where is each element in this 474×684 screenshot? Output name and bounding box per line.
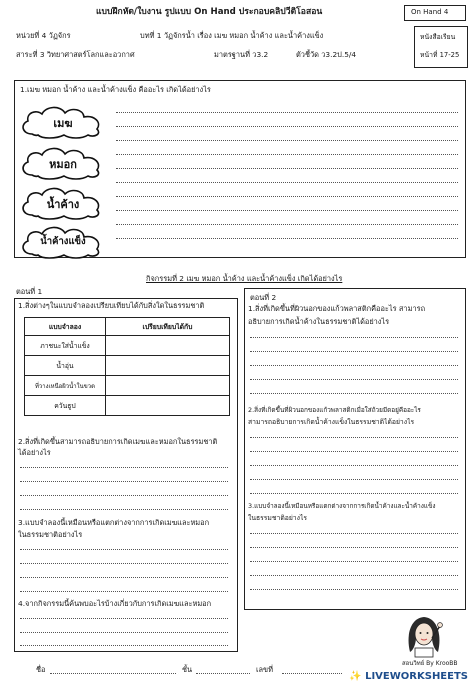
- liveworksheets-logo: [349, 671, 468, 682]
- answer-line[interactable]: [116, 112, 458, 113]
- unit-label: หน่วยที่ 4 วัฏจักร: [16, 31, 71, 40]
- answer-line[interactable]: [116, 196, 458, 197]
- table-cell-model: ที่วางเหนือผิวน้ำในขวด: [25, 376, 106, 396]
- table-row: [25, 396, 230, 416]
- table-header-compare: เปรียบเทียบได้กับ: [106, 318, 230, 336]
- part2-q2-line2: สามารถอธิบายการเกิดน้ำค้างแข็งในธรรมชาติได้อย่างไร: [248, 418, 415, 426]
- cloud-namkhang-khaeng: [18, 224, 108, 260]
- table-row: [25, 376, 230, 396]
- activity-title: กิจกรรมที่ 2 เมฆ หมอก น้ำค้าง และน้ำค้างแข็ง เกิดได้อย่างไร: [146, 274, 343, 283]
- name-label: ชื่อ: [36, 665, 46, 674]
- cloud-label: น้ำค้าง: [46, 198, 80, 211]
- cloud-namkhang: [18, 185, 108, 221]
- answer-line[interactable]: [250, 365, 458, 366]
- answer-line[interactable]: [20, 495, 228, 496]
- on-hand-badge: [404, 5, 466, 21]
- answer-line[interactable]: [250, 393, 458, 394]
- answer-line[interactable]: [250, 561, 458, 562]
- number-label: เลขที่: [256, 665, 273, 674]
- part2-q1-line2: อธิบายการเกิดน้ำค้างในธรรมชาติได้อย่างไร: [248, 317, 390, 326]
- answer-line[interactable]: [116, 182, 458, 183]
- answer-line[interactable]: [116, 168, 458, 169]
- cloud-label: เมฆ: [53, 117, 73, 130]
- textbook-pages: หน้าที่ 17-25: [420, 51, 460, 59]
- part1-label: ตอนที่ 1: [16, 287, 43, 296]
- part1-q3-line2: ในธรรมชาติอย่างไร: [18, 530, 83, 539]
- answer-line[interactable]: [116, 140, 458, 141]
- answer-line[interactable]: [250, 533, 458, 534]
- part1-q1: 1.สิ่งต่างๆในแบบจำลองเปรียบเทียบได้กับสิ่งใดในธรรมชาติ: [18, 301, 205, 310]
- answer-line[interactable]: [250, 437, 458, 438]
- author-credit: สอนวิทย์ By KrooBB: [402, 660, 458, 667]
- part1-q2-line1: 2.สิ่งที่เกิดขึ้นสามารถอธิบายการเกิดเมฆและหมอกในธรรมชาติ: [18, 437, 218, 446]
- table-cell-model: ภาชนะใส่น้ำแข็ง: [25, 336, 106, 356]
- table-answer-cell[interactable]: [106, 376, 230, 396]
- answer-line[interactable]: [250, 575, 458, 576]
- cloud-mek: [18, 104, 108, 140]
- table-answer-cell[interactable]: [106, 336, 230, 356]
- table-cell-model: ควันธูป: [25, 396, 106, 416]
- answer-line[interactable]: [20, 618, 228, 619]
- teacher-avatar-icon: [402, 612, 446, 658]
- table-answer-cell[interactable]: [106, 396, 230, 416]
- table-header-row: [25, 318, 230, 336]
- answer-line[interactable]: [20, 563, 228, 564]
- answer-line[interactable]: [250, 589, 458, 590]
- cloud-label: น้ำค้างแข็ง: [40, 236, 86, 247]
- answer-line[interactable]: [20, 645, 228, 646]
- answer-line[interactable]: [250, 351, 458, 352]
- answer-line[interactable]: [20, 577, 228, 578]
- part2-q3-line1: 3.แบบจำลองนี้เหมือนหรือแตกต่างจากการเกิดน้ำค้างและน้ำค้างแข็ง: [248, 502, 436, 510]
- answer-line[interactable]: [250, 337, 458, 338]
- table-header-model: แบบจำลอง: [25, 318, 106, 336]
- number-input[interactable]: [282, 673, 342, 674]
- part2-q1-line1: 1.สิ่งที่เกิดขึ้นที่ผิวนอกของแก้วพลาสติกคืออะไร สามารถ: [248, 304, 426, 313]
- strand-label: สาระที่ 3 วิทยาศาสตร์โลกและอวกาศ: [16, 50, 135, 59]
- comparison-table: [24, 317, 230, 416]
- answer-line[interactable]: [250, 465, 458, 466]
- answer-line[interactable]: [20, 549, 228, 550]
- answer-line[interactable]: [116, 238, 458, 239]
- answer-line[interactable]: [250, 479, 458, 480]
- answer-line[interactable]: [116, 154, 458, 155]
- answer-line[interactable]: [20, 509, 228, 510]
- part1-q2-line2: ได้อย่างไร: [18, 448, 51, 457]
- cloud-label: หมอก: [49, 158, 77, 171]
- answer-line[interactable]: [20, 467, 228, 468]
- answer-line[interactable]: [116, 210, 458, 211]
- part2-q2-line1: 2.สิ่งที่เกิดขึ้นที่ผิวนอกของแก้วพลาสติกเมื่อใส่ถ้วยมีดอยู่คืออะไร: [248, 406, 421, 414]
- part2-q3-line2: ในธรรมชาติอย่างไร: [248, 514, 308, 522]
- answer-line[interactable]: [250, 451, 458, 452]
- section1-question: 1.เมฆ หมอก น้ำค้าง และน้ำค้างแข็ง คืออะไร เกิดได้อย่างไร: [20, 85, 211, 94]
- answer-line[interactable]: [116, 126, 458, 127]
- class-label: ชั้น: [182, 665, 193, 674]
- liveworksheets-logo-icon: ✨: [349, 671, 362, 682]
- class-input[interactable]: [196, 673, 250, 674]
- answer-line[interactable]: [20, 481, 228, 482]
- answer-line[interactable]: [250, 547, 458, 548]
- answer-line[interactable]: [116, 224, 458, 225]
- answer-line[interactable]: [20, 591, 228, 592]
- badge-text: On Hand 4: [411, 8, 449, 16]
- lesson-label: บทที่ 1 วัฏจักรน้ำ เรื่อง เมฆ หมอก น้ำค้าง และน้ำค้างแข็ง: [140, 31, 324, 40]
- liveworksheets-logo-text: LIVEWORKSHEETS: [365, 671, 468, 682]
- name-input[interactable]: [50, 673, 176, 674]
- table-row: [25, 336, 230, 356]
- table-answer-cell[interactable]: [106, 356, 230, 376]
- answer-line[interactable]: [250, 379, 458, 380]
- part2-label: ตอนที่ 2: [250, 293, 277, 302]
- textbook-reference-box: [414, 26, 468, 68]
- table-cell-model: น้ำอุ่น: [25, 356, 106, 376]
- answer-line[interactable]: [20, 632, 228, 633]
- table-row: [25, 356, 230, 376]
- answer-line[interactable]: [250, 493, 458, 494]
- textbook-label: หนังสือเรียน: [420, 33, 456, 41]
- worksheet-title: แบบฝึกหัด/ใบงาน รูปแบบ On Hand ประกอบคลิปวีดิโอสอน: [96, 7, 323, 17]
- standard-label: มาตรฐานที่ ว3.2: [214, 50, 269, 59]
- cloud-mok: [18, 145, 108, 181]
- part1-q4: 4.จากกิจกรรมนี้ค้นพบอะไรบ้างเกี่ยวกับการเกิดเมฆและหมอก: [18, 599, 212, 608]
- part1-q3-line1: 3.แบบจำลองนี้เหมือนหรือแตกต่างจากการเกิดเมฆและหมอก: [18, 518, 210, 527]
- indicator-label: ตัวชี้วัด ว3.2ป.5/4: [296, 50, 357, 59]
